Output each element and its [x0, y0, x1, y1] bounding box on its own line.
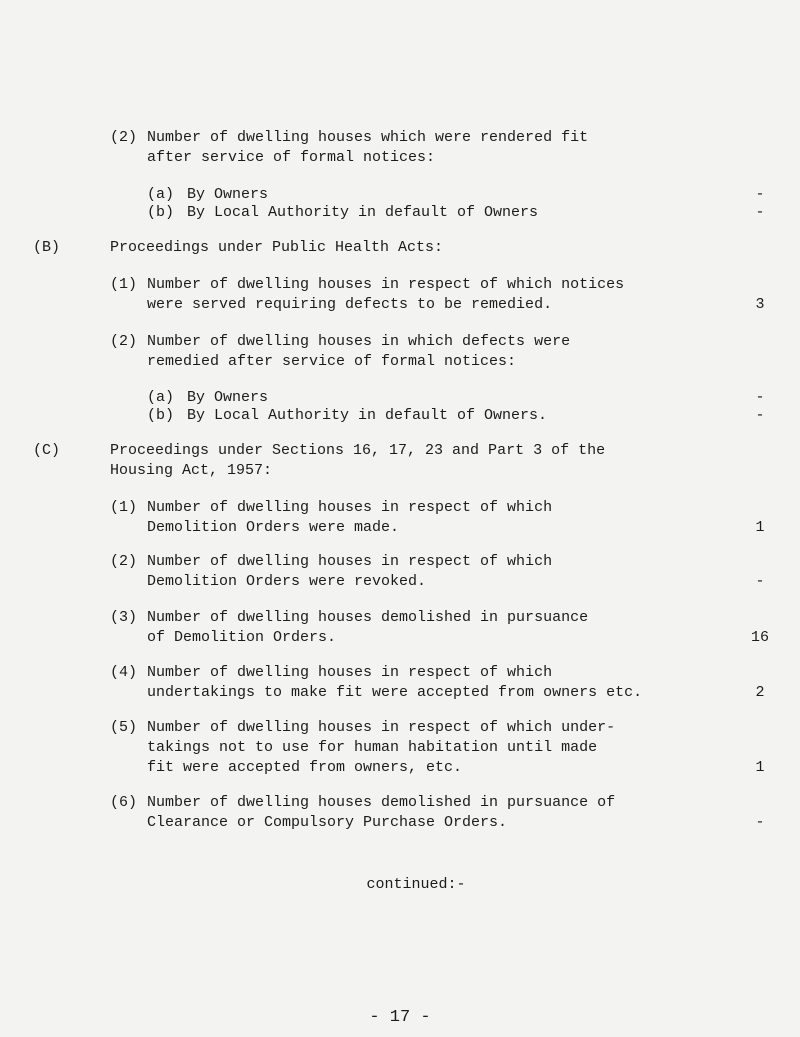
item-value: 3	[755, 296, 765, 313]
item-text: remedied after service of formal notices:	[147, 353, 517, 370]
sub-label: (a)	[147, 389, 175, 406]
item-text: Number of dwelling houses in respect of which	[147, 664, 553, 681]
item-text: fit were accepted from owners, etc.	[147, 759, 463, 776]
item-value: 2	[755, 684, 765, 701]
item-number: (2)	[110, 129, 138, 146]
item-number: (6)	[110, 794, 138, 811]
item-number: (5)	[110, 719, 138, 736]
item-number: (2)	[110, 333, 138, 350]
item-value: 16	[750, 629, 769, 646]
item-value: -	[755, 407, 765, 424]
item-number: (2)	[110, 553, 138, 570]
section-label: (B)	[33, 239, 61, 256]
item-value: -	[755, 204, 765, 221]
item-value: 1	[755, 759, 765, 776]
section-title: Proceedings under Sections 16, 17, 23 and Part 3 of the	[110, 442, 606, 459]
item-text: Demolition Orders were made.	[147, 519, 400, 536]
item-text: Number of dwelling houses in respect of which notices	[147, 276, 625, 293]
continued-note: continued:-	[366, 876, 466, 893]
sub-text: By Local Authority in default of Owners.	[187, 407, 548, 424]
item-text: Number of dwelling houses in which defects were	[147, 333, 571, 350]
item-text: takings not to use for human habitation until made	[147, 739, 598, 756]
item-value: -	[755, 186, 765, 203]
item-text: Demolition Orders were revoked.	[147, 573, 427, 590]
item-text: Number of dwelling houses demolished in pursuance	[147, 609, 589, 626]
item-number: (1)	[110, 276, 138, 293]
sub-label: (b)	[147, 204, 175, 221]
item-text: undertakings to make fit were accepted from owners etc.	[147, 684, 643, 701]
item-value: 1	[755, 519, 765, 536]
item-text: Number of dwelling houses in respect of which	[147, 499, 553, 516]
item-number: (3)	[110, 609, 138, 626]
section-title: Housing Act, 1957:	[110, 462, 273, 479]
section-title: Proceedings under Public Health Acts:	[110, 239, 444, 256]
sub-text: By Owners	[187, 389, 269, 406]
page-number: - 17 -	[369, 1008, 431, 1027]
item-text: after service of formal notices:	[147, 149, 436, 166]
item-text: Number of dwelling houses demolished in pursuance of	[147, 794, 616, 811]
item-value: -	[755, 814, 765, 831]
item-text: Clearance or Compulsory Purchase Orders.	[147, 814, 508, 831]
item-text: of Demolition Orders.	[147, 629, 337, 646]
item-text: were served requiring defects to be remedied.	[147, 296, 553, 313]
sub-text: By Owners	[187, 186, 269, 203]
section-label: (C)	[33, 442, 61, 459]
sub-label: (b)	[147, 407, 175, 424]
item-number: (1)	[110, 499, 138, 516]
item-value: -	[755, 573, 765, 590]
item-text: Number of dwelling houses in respect of which	[147, 553, 553, 570]
sub-text: By Local Authority in default of Owners	[187, 204, 539, 221]
item-text: Number of dwelling houses which were rendered fit	[147, 129, 589, 146]
sub-label: (a)	[147, 186, 175, 203]
item-text: Number of dwelling houses in respect of which under-	[147, 719, 616, 736]
item-number: (4)	[110, 664, 138, 681]
item-value: -	[755, 389, 765, 406]
